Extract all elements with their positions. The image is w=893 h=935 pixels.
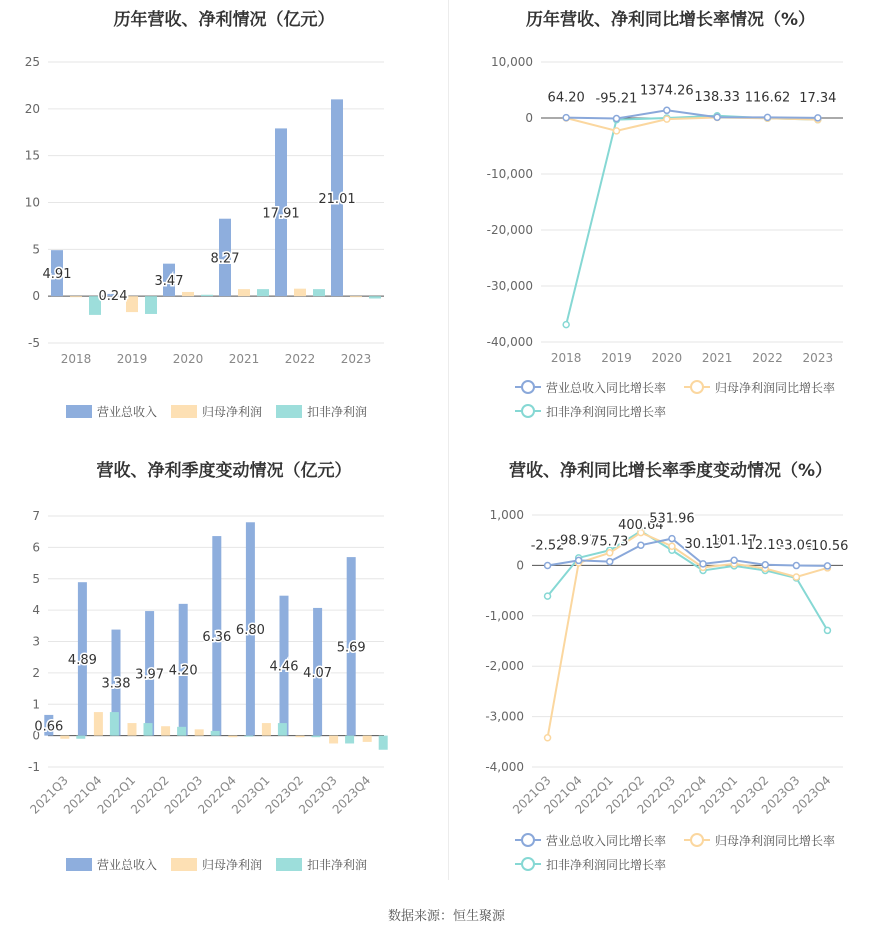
line-data-label: -95.21 <box>595 91 638 107</box>
legend-label: 归母净利润 <box>202 858 263 872</box>
data-point <box>793 574 799 580</box>
annual-bar-chart <box>0 0 448 440</box>
bar-data-label: 0.24 <box>98 289 128 305</box>
legend-swatch <box>66 405 92 418</box>
data-point <box>563 115 569 121</box>
x-tick-label: 2021Q4 <box>60 773 105 817</box>
legend-label: 归母净利润同比增长率 <box>715 381 836 395</box>
data-point <box>815 115 821 121</box>
x-tick-label: 2023 <box>802 351 834 365</box>
x-tick-label: 2022Q1 <box>572 773 616 817</box>
quarterly-revenue-profit-panel <box>0 450 448 890</box>
bar <box>363 736 372 742</box>
data-point <box>614 116 620 122</box>
legend-label: 扣非净利润同比增长率 <box>546 405 667 419</box>
bar <box>60 736 69 739</box>
bar-data-label: 3.38 <box>101 676 131 692</box>
line-data-label: 98.97 <box>560 533 598 549</box>
y-tick-label: -3,000 <box>485 709 524 724</box>
line-data-label: -10.56 <box>806 538 849 554</box>
x-tick-label: 2023Q4 <box>789 773 834 817</box>
data-point <box>824 627 830 633</box>
legend-label: 扣非净利润同比增长率 <box>546 858 667 872</box>
y-tick-label: 0 <box>32 728 40 743</box>
legend-swatch-marker <box>691 834 703 846</box>
bar <box>278 723 287 736</box>
legend-swatch <box>171 405 197 418</box>
data-point <box>824 563 830 569</box>
data-point <box>731 557 737 563</box>
legend-swatch <box>276 405 302 418</box>
legend-label: 扣非净利润 <box>307 405 368 419</box>
legend-swatch-marker <box>691 381 703 393</box>
y-tick-label: 1 <box>32 697 40 712</box>
bar <box>110 712 119 736</box>
x-tick-label: 2023Q3 <box>758 773 803 817</box>
line-data-label: 30.13 <box>684 536 722 552</box>
chart-title: 历年营收、净利情况（亿元） <box>113 10 335 30</box>
y-tick-label: 7 <box>32 509 40 523</box>
bar <box>195 729 204 735</box>
bar <box>128 723 137 736</box>
bar <box>211 731 220 736</box>
chart-title: 营收、净利季度变动情况（亿元） <box>96 461 352 481</box>
bar <box>161 726 170 735</box>
data-point <box>669 536 675 542</box>
data-point <box>607 550 613 556</box>
x-tick-label: 2023 <box>340 352 372 366</box>
bar <box>182 292 194 296</box>
x-tick-label: 2023Q2 <box>727 773 772 817</box>
bar-data-label: 5.69 <box>336 640 366 656</box>
data-point <box>793 563 799 569</box>
y-tick-label: -1 <box>28 760 40 774</box>
annual-revenue-profit-panel <box>0 0 448 440</box>
bar <box>228 736 237 738</box>
x-tick-label: 2021Q3 <box>27 773 71 817</box>
bar-data-label: 4.89 <box>67 652 97 668</box>
quarterly-growth-panel <box>448 450 893 890</box>
legend-label: 归母净利润 <box>202 405 263 419</box>
bar <box>144 723 153 736</box>
bar <box>262 723 271 736</box>
data-point <box>563 322 569 328</box>
x-tick-label: 2020 <box>651 351 683 365</box>
y-tick-label: 6 <box>32 540 40 555</box>
y-tick-label: -1,000 <box>485 608 524 623</box>
y-tick-label: 1,000 <box>489 508 524 522</box>
bar <box>126 296 138 312</box>
y-tick-label: -5 <box>28 336 40 350</box>
data-point <box>762 562 768 568</box>
y-tick-label: 0 <box>516 558 524 573</box>
legend-swatch <box>171 858 197 871</box>
line-data-label: 17.34 <box>799 90 837 106</box>
data-point <box>614 128 620 134</box>
legend-swatch-marker <box>522 405 534 417</box>
bar-data-label: 17.91 <box>262 206 300 222</box>
bar <box>257 289 269 296</box>
data-point <box>714 114 720 120</box>
x-tick-label: 2023Q1 <box>696 773 741 817</box>
data-point <box>638 542 644 548</box>
data-point <box>545 735 551 741</box>
data-point <box>545 593 551 599</box>
line-data-label: 12.19 <box>746 537 784 553</box>
y-tick-label: 10,000 <box>491 55 533 69</box>
chart-title: 营收、净利同比增长率季度变动情况（%） <box>508 461 833 481</box>
line-data-label: 400.64 <box>618 518 664 534</box>
legend-swatch-marker <box>522 858 534 870</box>
data-point <box>669 543 675 549</box>
y-tick-label: 25 <box>24 55 40 69</box>
bar <box>238 289 250 296</box>
bar-data-label: 4.20 <box>168 663 198 679</box>
y-tick-label: 5 <box>32 571 40 586</box>
bar <box>177 727 186 736</box>
line-data-label: 116.62 <box>744 90 791 106</box>
y-tick-label: -4,000 <box>485 760 524 774</box>
data-point <box>700 561 706 567</box>
chart-title: 历年营收、净利同比增长率情况（%） <box>525 10 816 30</box>
bar <box>244 736 253 737</box>
x-tick-label: 2022Q2 <box>603 773 647 817</box>
bar <box>345 736 354 744</box>
bar-data-label: 4.91 <box>42 267 72 283</box>
line-data-label: 101.17 <box>711 533 757 549</box>
legend-swatch-marker <box>522 381 534 393</box>
bar <box>350 296 362 297</box>
bar-data-label: 4.46 <box>269 659 299 675</box>
x-tick-label: 2018 <box>550 351 582 365</box>
data-point <box>576 557 582 563</box>
bar-data-label: 0.66 <box>34 719 64 735</box>
line-data-label: 531.96 <box>649 511 695 527</box>
data-point <box>664 107 670 113</box>
bar <box>294 289 306 296</box>
legend-swatch <box>66 858 92 871</box>
x-tick-label: 2022Q4 <box>195 773 239 817</box>
x-tick-label: 2021Q3 <box>510 773 554 817</box>
quarterly-growth-line-chart <box>448 450 893 890</box>
x-tick-label: 2022Q2 <box>128 773 172 817</box>
bar <box>296 736 305 738</box>
bar <box>369 296 381 298</box>
series-line <box>566 117 818 130</box>
data-point <box>545 563 551 569</box>
legend-label: 扣非净利润 <box>307 858 368 872</box>
line-data-label: 64.20 <box>547 90 585 106</box>
line-data-label: 1374.26 <box>639 83 694 99</box>
legend-swatch-marker <box>522 834 534 846</box>
x-tick-label: 2022Q1 <box>94 773 139 817</box>
y-tick-label: -30,000 <box>486 279 533 293</box>
legend-label: 营业总收入 <box>97 405 158 419</box>
x-tick-label: 2022Q4 <box>665 773 710 817</box>
x-tick-label: 2019 <box>601 351 632 365</box>
legend-swatch <box>276 858 302 871</box>
y-tick-label: -40,000 <box>486 335 533 349</box>
y-tick-label: 4 <box>32 603 40 618</box>
bar <box>379 736 388 750</box>
bar-data-label: 4.07 <box>303 665 333 681</box>
data-point <box>664 116 670 122</box>
line-data-label: -3.06 <box>779 538 814 554</box>
x-tick-label: 2021Q4 <box>541 773 585 817</box>
data-point <box>765 114 771 120</box>
x-tick-label: 2022 <box>752 351 783 365</box>
bar-data-label: 3.97 <box>135 667 165 683</box>
bar <box>145 296 157 314</box>
x-tick-label: 2023Q3 <box>296 773 340 817</box>
y-tick-label: 0 <box>32 289 40 304</box>
y-tick-label: 10 <box>24 195 40 210</box>
bar <box>201 295 213 296</box>
x-tick-label: 2023Q1 <box>228 773 273 817</box>
data-source-note: 数据来源：恒生聚源 <box>387 909 505 924</box>
bar <box>329 736 338 744</box>
x-tick-label: 2018 <box>60 352 92 366</box>
line-data-label: 138.33 <box>694 90 740 106</box>
annual-growth-line-chart <box>448 0 893 440</box>
bar <box>70 296 82 297</box>
legend-label: 营业总收入同比增长率 <box>546 834 667 848</box>
bar <box>94 712 103 736</box>
bar <box>313 289 325 296</box>
legend-label: 营业总收入同比增长率 <box>546 381 667 395</box>
bar <box>312 736 321 738</box>
y-tick-label: 20 <box>24 101 40 116</box>
line-data-label: 75.73 <box>591 534 629 550</box>
x-tick-label: 2022 <box>284 352 316 366</box>
legend-label: 营业总收入 <box>97 858 158 872</box>
x-tick-label: 2022Q3 <box>634 773 679 817</box>
legend-label: 归母净利润同比增长率 <box>715 834 836 848</box>
y-tick-label: 5 <box>32 242 40 257</box>
series-line <box>566 116 818 325</box>
x-tick-label: 2021 <box>701 351 733 365</box>
bar-data-label: 6.36 <box>202 629 232 645</box>
x-tick-label: 2022Q3 <box>161 773 206 817</box>
y-tick-label: -10,000 <box>486 167 533 181</box>
series-line <box>548 533 828 738</box>
y-tick-label: -20,000 <box>486 223 533 237</box>
y-tick-label: 3 <box>32 634 40 649</box>
y-tick-label: -2,000 <box>485 659 524 674</box>
data-point <box>607 559 613 565</box>
bar-data-label: 21.01 <box>318 191 356 207</box>
x-tick-label: 2021 <box>228 352 260 366</box>
bar-data-label: 6.80 <box>235 622 265 638</box>
y-tick-label: 0 <box>525 111 533 125</box>
bar <box>76 736 85 739</box>
x-tick-label: 2019 <box>116 352 148 366</box>
line-data-label: -2.52 <box>530 538 565 554</box>
bar-data-label: 8.27 <box>210 251 240 267</box>
x-tick-label: 2023Q2 <box>262 773 307 817</box>
y-tick-label: 2 <box>32 665 40 680</box>
y-tick-label: 15 <box>24 148 40 163</box>
quarterly-bar-chart <box>0 450 448 890</box>
annual-growth-panel <box>448 0 893 440</box>
x-tick-label: 2023Q4 <box>329 773 374 817</box>
x-tick-label: 2020 <box>172 352 204 366</box>
bar-data-label: 3.47 <box>154 273 184 289</box>
